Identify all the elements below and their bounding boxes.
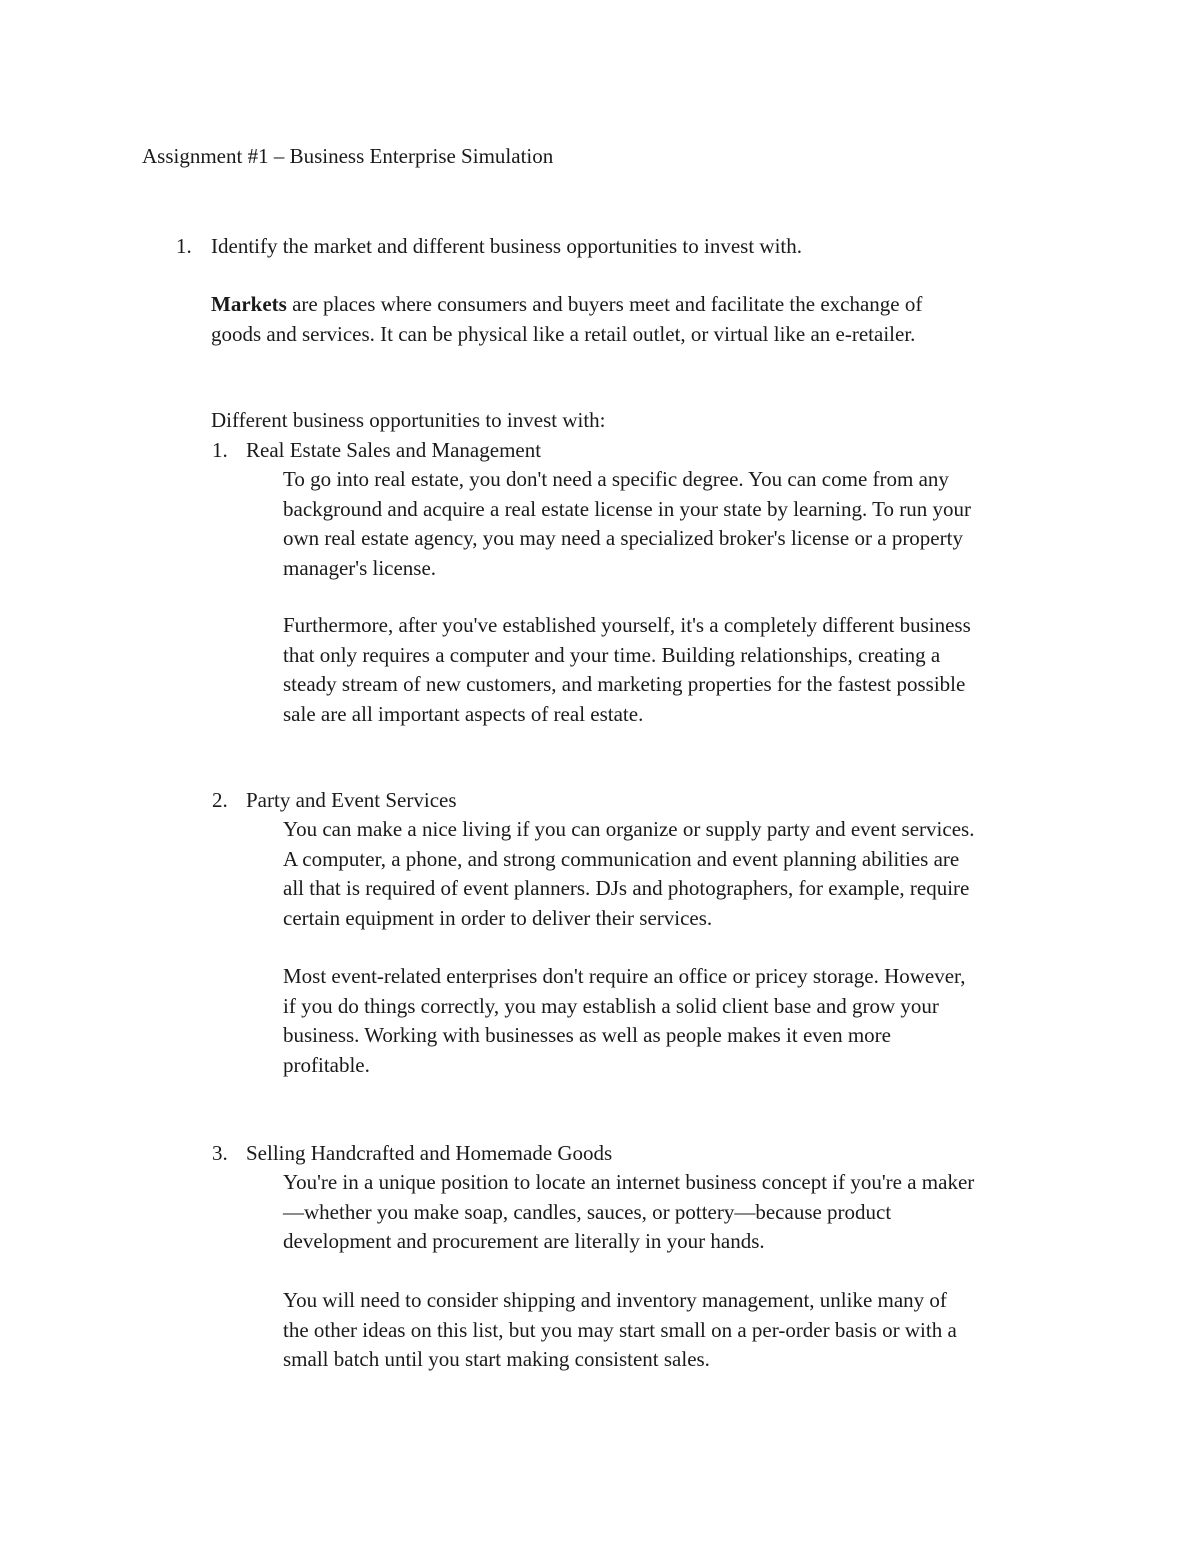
markets-definition xyxy=(211,290,922,349)
paragraph-line: development and procurement are literally in your hands. xyxy=(283,1229,765,1253)
paragraph-line: Furthermore, after you've established yourself, it's a completely different business xyxy=(283,613,971,637)
opportunity-3-title: Selling Handcrafted and Homemade Goods xyxy=(246,1141,613,1165)
document-title: Assignment #1 – Business Enterprise Simulation xyxy=(142,144,554,168)
paragraph-line: You can make a nice living if you can organize or supply party and event services. xyxy=(283,817,975,841)
opportunity-2-paragraph-1 xyxy=(283,815,974,933)
paragraph-line: certain equipment in order to deliver their services. xyxy=(283,905,713,930)
opportunity-2-title: Party and Event Services xyxy=(246,788,457,812)
opportunity-2-paragraph-2 xyxy=(283,962,965,1080)
paragraph-line: the other ideas on this list, but you may start small on a per-order basis or with a xyxy=(283,1317,957,1342)
paragraph-line: You're in a unique position to locate an internet business concept if you're a maker xyxy=(283,1170,975,1194)
opportunity-3-paragraph-1 xyxy=(283,1168,974,1257)
paragraph-line: all that is required of event planners. DJs and photographers, for example, require xyxy=(283,876,970,900)
question-text: Identify the market and different business opportunities to invest with. xyxy=(211,234,802,258)
markets-definition-rest: are places where consumers and buyers meet and facilitate the exchange of xyxy=(286,292,923,316)
opportunity-1-title: Real Estate Sales and Management xyxy=(246,438,542,462)
paragraph-line: Most event-related enterprises don't require an office or pricey storage. However, xyxy=(283,964,966,988)
paragraph-line: small batch until you start making consistent sales. xyxy=(283,1347,710,1371)
opportunity-1-number: 1. xyxy=(212,438,228,462)
markets-term: Markets xyxy=(211,292,287,316)
paragraph-line: —whether you make soap, candles, sauces, or pottery—because product xyxy=(283,1199,892,1224)
paragraph-line: background and acquire a real estate license in your state by learning. To run your xyxy=(283,496,971,521)
paragraph-line: if you do things correctly, you may establish a solid client base and grow your xyxy=(283,993,939,1018)
paragraph-line: profitable. xyxy=(283,1052,370,1077)
opportunity-3-number: 3. xyxy=(212,1141,228,1165)
paragraph-line: A computer, a phone, and strong communication and event planning abilities are xyxy=(283,846,960,871)
paragraph-line: sale are all important aspects of real estate. xyxy=(283,701,644,726)
paragraph-line: business. Working with businesses as well as people makes it even more xyxy=(283,1023,891,1047)
opportunities-heading: Different business opportunities to invest with: xyxy=(211,408,606,432)
paragraph-line: You will need to consider shipping and inventory management, unlike many of xyxy=(283,1288,947,1312)
opportunity-1-paragraph-2 xyxy=(283,611,971,729)
paragraph-line: steady stream of new customers, and marketing properties for the fastest possible xyxy=(283,672,966,696)
paragraph-line: manager's license. xyxy=(283,555,437,580)
paragraph-line: own real estate agency, you may need a specialized broker's license or a property xyxy=(283,526,963,550)
paragraph-line: To go into real estate, you don't need a specific degree. You can come from any xyxy=(283,467,949,491)
opportunity-1-paragraph-1 xyxy=(283,465,971,583)
question-number: 1. xyxy=(176,234,192,258)
opportunity-2-number: 2. xyxy=(212,788,228,812)
opportunity-3-paragraph-2 xyxy=(283,1286,957,1375)
paragraph-line: that only requires a computer and your time. Building relationships, creating a xyxy=(283,642,941,667)
markets-definition-line2: goods and services. It can be physical like a retail outlet, or virtual like an e-retailer. xyxy=(211,321,916,346)
